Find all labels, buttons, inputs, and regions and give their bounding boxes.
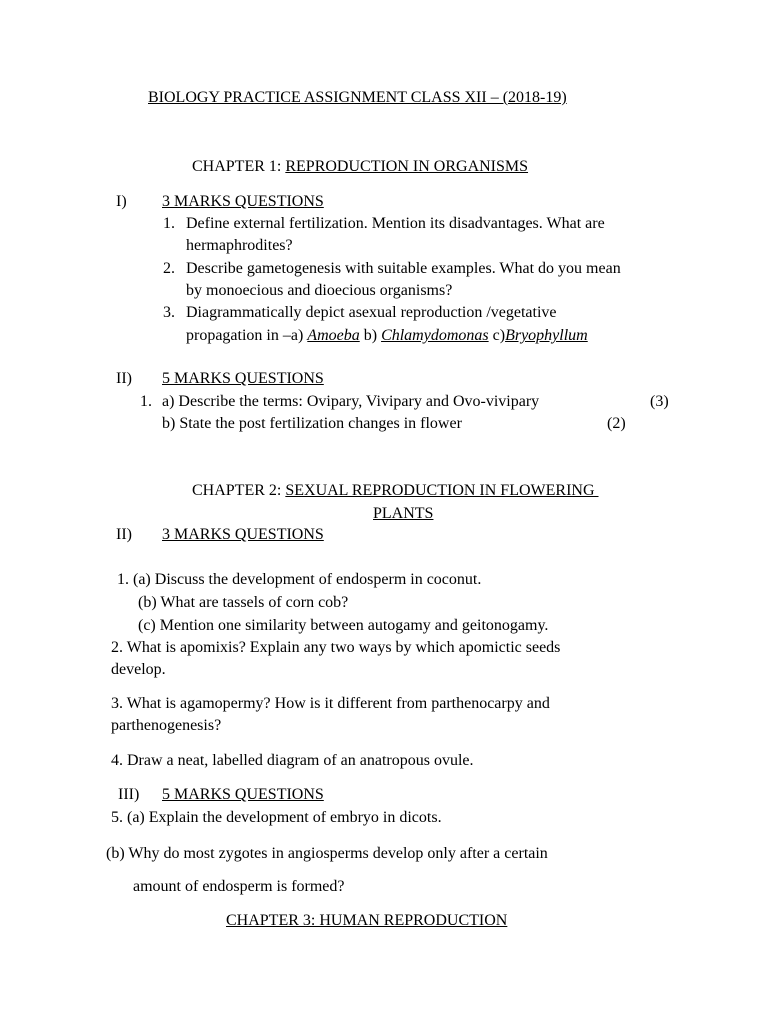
ch2-q5-part-a: 5. (a) Explain the development of embryo in dicots. <box>111 809 442 826</box>
ch1-q4-part-b: b) State the post fertilization changes in flower <box>162 415 462 432</box>
ch1-q1-number: 1. <box>163 215 175 232</box>
ch1-q2-line-2: by monoecious and dioecious organisms? <box>186 282 453 299</box>
ch2-q1-part-a: 1. (a) Discuss the development of endosperm in coconut. <box>117 571 482 588</box>
ch1-q2-number: 2. <box>163 260 175 277</box>
ch1-section-2-number: II) <box>116 370 132 387</box>
ch2-q1-part-c: (c) Mention one similarity between autogamy and geitonogamy. <box>138 617 549 634</box>
ch2-section-1-label: 3 MARKS QUESTIONS <box>162 526 324 543</box>
ch1-q4-part-b-marks: (2) <box>607 415 626 432</box>
ch2-q5-part-b-line-2: amount of endosperm is formed? <box>133 878 345 895</box>
organism-chlamydomonas: Chlamydomonas <box>381 327 489 344</box>
ch2-section-2-label: 5 MARKS QUESTIONS <box>162 786 324 803</box>
ch2-q5-part-b-line-1: (b) Why do most zygotes in angiosperms develop only after a certain <box>106 845 548 862</box>
organism-bryophyllum: Bryophyllum <box>505 327 588 344</box>
document-title: BIOLOGY PRACTICE ASSIGNMENT CLASS XII – (2018-19) <box>148 89 567 106</box>
ch2-q4: 4. Draw a neat, labelled diagram of an anatropous ovule. <box>111 752 474 769</box>
chapter-2-prefix: CHAPTER 2: <box>192 482 286 499</box>
ch1-q1-line-2: hermaphrodites? <box>186 237 293 254</box>
chapter-3-heading: CHAPTER 3: HUMAN REPRODUCTION <box>226 912 508 929</box>
ch1-q3-line-2 <box>186 326 588 346</box>
ch1-q4-part-a: a) Describe the terms: Ovipary, Vivipary and Ovo-vivipary <box>162 393 540 410</box>
ch1-q3-line-1: Diagrammatically depict asexual reproduction /vegetative <box>186 304 557 321</box>
ch2-q1-part-b: (b) What are tassels of corn cob? <box>138 594 349 611</box>
chapter-2-name-line-1: SEXUAL REPRODUCTION IN FLOWERING <box>285 482 599 499</box>
ch2-section-1-number: II) <box>116 526 132 543</box>
chapter-1-name: REPRODUCTION IN ORGANISMS <box>285 158 529 175</box>
ch1-q3-number: 3. <box>163 304 175 321</box>
chapter-1-heading <box>192 157 528 177</box>
ch1-q4-number: 1. <box>140 393 152 410</box>
ch2-q3-line-2: parthenogenesis? <box>111 717 222 734</box>
ch1-q3-line-2-sep-b: b) <box>359 327 382 344</box>
chapter-2-name-line-2: PLANTS <box>373 505 434 522</box>
ch1-q3-line-2-sep-c: c) <box>488 327 506 344</box>
ch1-section-1-label: 3 MARKS QUESTIONS <box>162 193 324 210</box>
chapter-1-prefix: CHAPTER 1: <box>192 158 286 175</box>
chapter-2-heading <box>192 481 599 501</box>
ch1-q4-part-a-marks: (3) <box>650 393 669 410</box>
organism-amoeba: Amoeba <box>307 327 360 344</box>
ch1-section-1-number: I) <box>116 193 127 210</box>
ch1-q3-line-2-text: propagation in –a) <box>186 327 308 344</box>
ch2-section-2-number: III) <box>118 786 140 803</box>
ch2-q2-line-2: develop. <box>111 661 166 678</box>
ch1-q1-line-1: Define external fertilization. Mention its disadvantages. What are <box>186 215 605 232</box>
ch2-q2-line-1: 2. What is apomixis? Explain any two ways by which apomictic seeds <box>111 639 561 656</box>
ch2-q3-line-1: 3. What is agamopermy? How is it different from parthenocarpy and <box>111 695 550 712</box>
ch1-q2-line-1: Describe gametogenesis with suitable examples. What do you mean <box>186 260 621 277</box>
ch1-section-2-label: 5 MARKS QUESTIONS <box>162 370 324 387</box>
